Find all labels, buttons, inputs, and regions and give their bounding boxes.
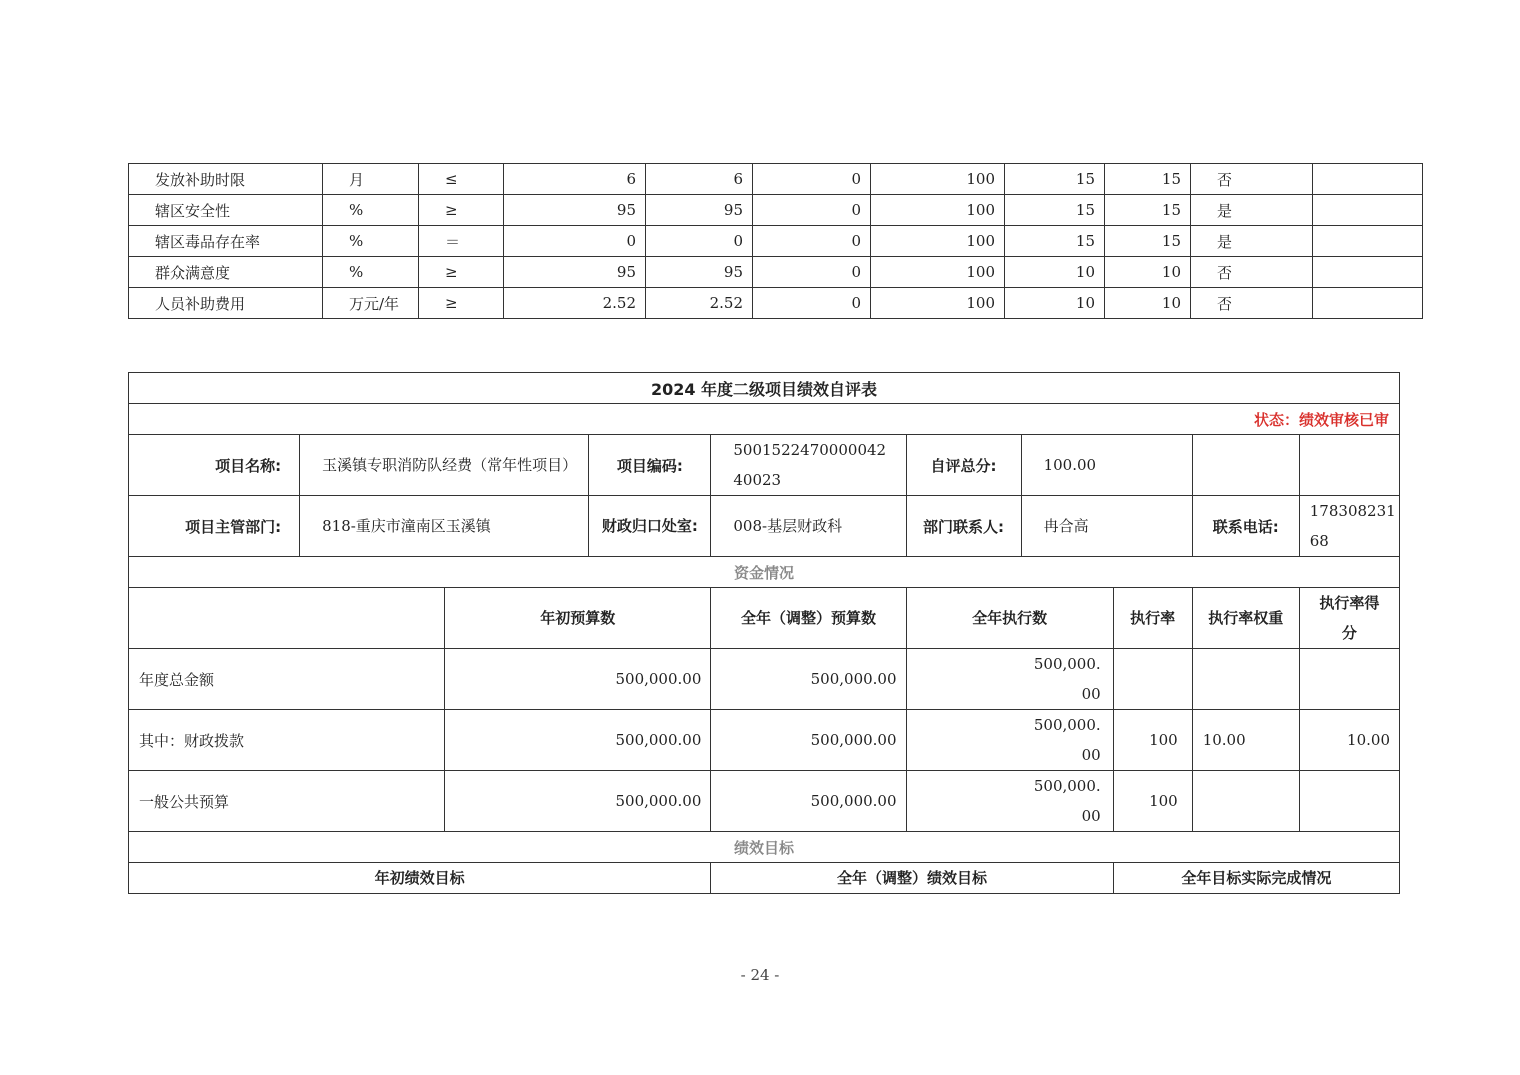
indicator-actual: 95 [646,195,753,226]
goals-section-row [129,832,1400,863]
funds-weight: 10.00 [1192,710,1299,771]
indicator-unit: 月 [323,164,419,195]
indicator-weight: 10 [1005,288,1105,319]
indicator-target: 95 [504,257,646,288]
funds-initial: 500,000.00 [445,771,711,832]
indicator-note [1313,195,1423,226]
indicator-unit: % [323,195,419,226]
contact-label: 部门联系人: [906,496,1021,557]
contact-value: 冉合高 [1021,496,1192,557]
funds-adjusted: 500,000.00 [711,771,906,832]
department-label: 项目主管部门: [129,496,300,557]
phone-value: 17830823168 [1299,496,1399,557]
goals-section-title: 绩效目标 [129,832,1400,863]
indicator-operator: ＝ [419,226,504,257]
project-name-label: 项目名称: [129,435,300,496]
table-title: 2024 年度二级项目绩效自评表 [129,373,1400,404]
indicator-weight: 15 [1005,195,1105,226]
empty-header-cell [129,588,445,649]
indicator-actual: 2.52 [646,288,753,319]
indicator-flag: 否 [1191,257,1313,288]
indicator-rate: 100 [871,195,1005,226]
funds-initial: 500,000.00 [445,649,711,710]
indicator-operator: ≥ [419,195,504,226]
indicator-name: 发放补助时限 [129,164,323,195]
indicator-target: 6 [504,164,646,195]
rate-score-header: 执行率得分 [1299,588,1399,649]
department-value: 818-重庆市潼南区玉溪镇 [300,496,589,557]
indicator-weight: 15 [1005,164,1105,195]
empty-cell [1299,435,1399,496]
indicator-score: 10 [1105,288,1191,319]
funds-score: 10.00 [1299,710,1399,771]
indicator-operator: ≤ [419,164,504,195]
initial-goals-header: 年初绩效目标 [129,863,711,894]
indicator-deviation: 0 [753,257,871,288]
indicator-unit: % [323,226,419,257]
indicator-name: 辖区安全性 [129,195,323,226]
table-row [129,288,1423,319]
exec-rate-header: 执行率 [1113,588,1192,649]
funds-adjusted: 500,000.00 [711,649,906,710]
indicator-score: 15 [1105,164,1191,195]
project-info-row [129,435,1400,496]
indicator-name: 辖区毒品存在率 [129,226,323,257]
funds-rate: 100 [1113,710,1192,771]
funds-section-row [129,557,1400,588]
funds-score [1299,649,1399,710]
indicator-flag: 是 [1191,195,1313,226]
indicator-target: 2.52 [504,288,646,319]
indicator-note [1313,288,1423,319]
indicator-flag: 否 [1191,288,1313,319]
indicator-actual: 6 [646,164,753,195]
indicator-deviation: 0 [753,226,871,257]
table-row [129,710,1400,771]
finance-office-value: 008-基层财政科 [711,496,906,557]
funds-rate: 100 [1113,771,1192,832]
funds-weight [1192,771,1299,832]
department-info-row [129,496,1400,557]
executed-header: 全年执行数 [906,588,1113,649]
status-row [129,404,1400,435]
status-badge: 状态：绩效审核已审 [129,404,1400,435]
indicator-rate: 100 [871,164,1005,195]
table-row [129,771,1400,832]
funds-row-label: 年度总金额 [129,649,445,710]
funds-weight [1192,649,1299,710]
funds-section-title: 资金情况 [129,557,1400,588]
self-score-label: 自评总分: [906,435,1021,496]
indicator-note [1313,257,1423,288]
funds-row-label: 其中：财政拨款 [129,710,445,771]
indicator-unit: 万元/年 [323,288,419,319]
funds-executed: 500,000.00 [906,771,1113,832]
rate-weight-header: 执行率权重 [1192,588,1299,649]
indicator-unit: % [323,257,419,288]
indicator-name: 群众满意度 [129,257,323,288]
table-row [129,649,1400,710]
indicator-weight: 10 [1005,257,1105,288]
funds-adjusted: 500,000.00 [711,710,906,771]
indicator-flag: 是 [1191,226,1313,257]
title-row [129,373,1400,404]
goals-header-row [129,863,1400,894]
indicator-flag: 否 [1191,164,1313,195]
performance-table [128,372,1400,894]
table-row [129,226,1423,257]
funds-initial: 500,000.00 [445,710,711,771]
indicator-rate: 100 [871,257,1005,288]
funds-rate [1113,649,1192,710]
indicator-operator: ≥ [419,288,504,319]
self-score-value: 100.00 [1021,435,1192,496]
phone-label: 联系电话: [1192,496,1299,557]
funds-executed: 500,000.00 [906,710,1113,771]
empty-cell [1192,435,1299,496]
indicator-deviation: 0 [753,164,871,195]
funds-row-label: 一般公共预算 [129,771,445,832]
indicator-note [1313,226,1423,257]
indicator-actual: 95 [646,257,753,288]
indicator-deviation: 0 [753,195,871,226]
funds-header-row [129,588,1400,649]
indicator-table [128,163,1423,319]
indicator-score: 15 [1105,226,1191,257]
indicator-weight: 15 [1005,226,1105,257]
indicator-target: 95 [504,195,646,226]
indicator-rate: 100 [871,288,1005,319]
project-code-label: 项目编码: [589,435,711,496]
finance-office-label: 财政归口处室: [589,496,711,557]
adjusted-goals-header: 全年（调整）绩效目标 [711,863,1113,894]
page-number: - 24 - [740,966,780,984]
initial-budget-header: 年初预算数 [445,588,711,649]
project-code-value: 500152247000004240023 [711,435,906,496]
indicator-actual: 0 [646,226,753,257]
table-row [129,195,1423,226]
indicator-rate: 100 [871,226,1005,257]
actual-goals-header: 全年目标实际完成情况 [1113,863,1399,894]
indicator-deviation: 0 [753,288,871,319]
indicator-score: 15 [1105,195,1191,226]
indicator-name: 人员补助费用 [129,288,323,319]
project-name-value: 玉溪镇专职消防队经费（常年性项目） [300,435,589,496]
indicator-score: 10 [1105,257,1191,288]
indicator-operator: ≥ [419,257,504,288]
indicator-note [1313,164,1423,195]
funds-executed: 500,000.00 [906,649,1113,710]
funds-score [1299,771,1399,832]
table-row [129,164,1423,195]
adjusted-budget-header: 全年（调整）预算数 [711,588,906,649]
indicator-target: 0 [504,226,646,257]
table-row [129,257,1423,288]
